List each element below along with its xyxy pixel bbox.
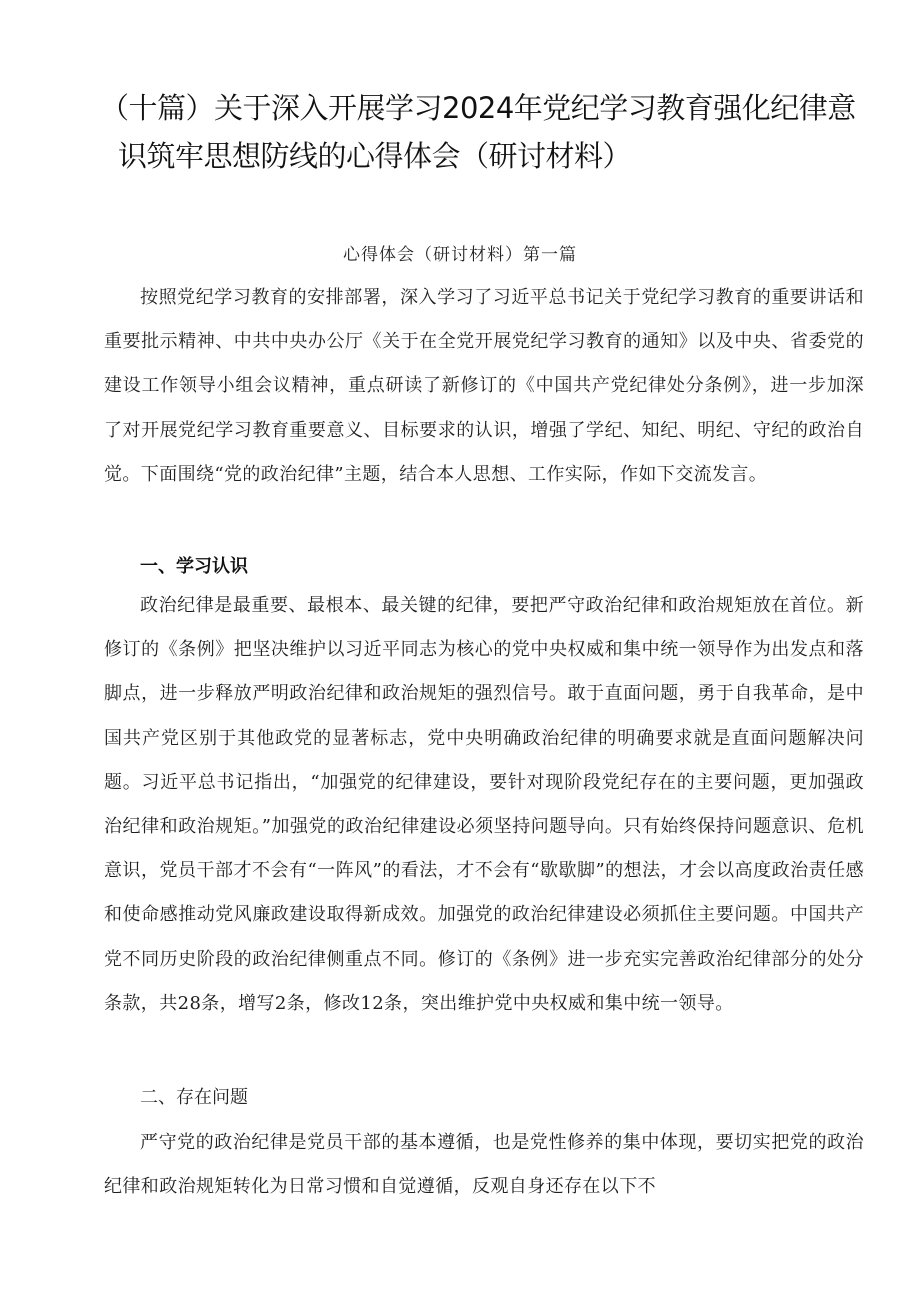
- document-title: [100, 84, 880, 180]
- paragraph-intro: 按照党纪学习教育的安排部署，深入学习了习近平总书记关于党纪学习教育的重要讲话和重要批示精神、中共中央办公厅《关于在全党开展党纪学习教育的通知》以及中央、省委党的建设工作领导小组会议精神，重点研读了新修订的《中国共产党纪律处分条例》，进一步加深了对开展党纪学习教育重要意义、目标要求的认识，增强了学纪、知纪、明纪、守纪的政治自觉。下面围绕“党的政治纪律”主题，结合本人思想、工作实际，作如下交流发言。: [104, 287, 864, 485]
- paragraph-political-discipline: 政治纪律是最重要、最根本、最关键的纪律，要把严守政治纪律和政治规矩放在首位。新修订的《条例》把坚决维护以习近平同志为核心的党中央权威和集中统一领导作为出发点和落脚点，进一步释放严明政治纪律和政治规矩的强烈信号。敢于直面问题，勇于自我革命，是中国共产党区别于其他政党的显著标志，党中央明确政治纪律的明确要求就是直面问题解决问题。习近平总书记指出，“加强党的纪律建设，要针对现阶段党纪存在的主要问题，更加强政治纪律和政治规矩。”加强党的政治纪律建设必须坚持问题导向。只有始终保持问题意识、危机意识，党员干部才不会有“一阵风”的看法，才不会有“歇歇脚”的想法，才会以高度政治责任感和使命感推动党风廉政建设取得新成效。加强党的政治纪律建设必须抓住主要问题。中国共产党不同历史阶段的政治纪律侧重点不同。修订的《条例》进一步充实完善政治纪律部分的处分条款，共28条，增写2条，修改12条，突出维护党中央权威和集中统一领导。: [104, 595, 864, 1014]
- document-title-line1: （十篇）关于深入开展学习2024年党纪学习教育强化纪律意: [100, 91, 856, 125]
- document-title-line2: 识筑牢思想防线的心得体会（研讨材料）: [118, 139, 632, 173]
- section-heading: 心得体会（研讨材料）第一篇: [343, 245, 577, 265]
- heading-existing-problems: 二、存在问题: [140, 1087, 248, 1108]
- paragraph-problems: 严守党的政治纪律是党员干部的基本遵循，也是党性修养的集中体现，要切实把党的政治纪律和政治规矩转化为日常习惯和自觉遵循，反观自身还存在以下不: [104, 1132, 864, 1198]
- heading-learning-understanding: 一、学习认识: [140, 556, 248, 577]
